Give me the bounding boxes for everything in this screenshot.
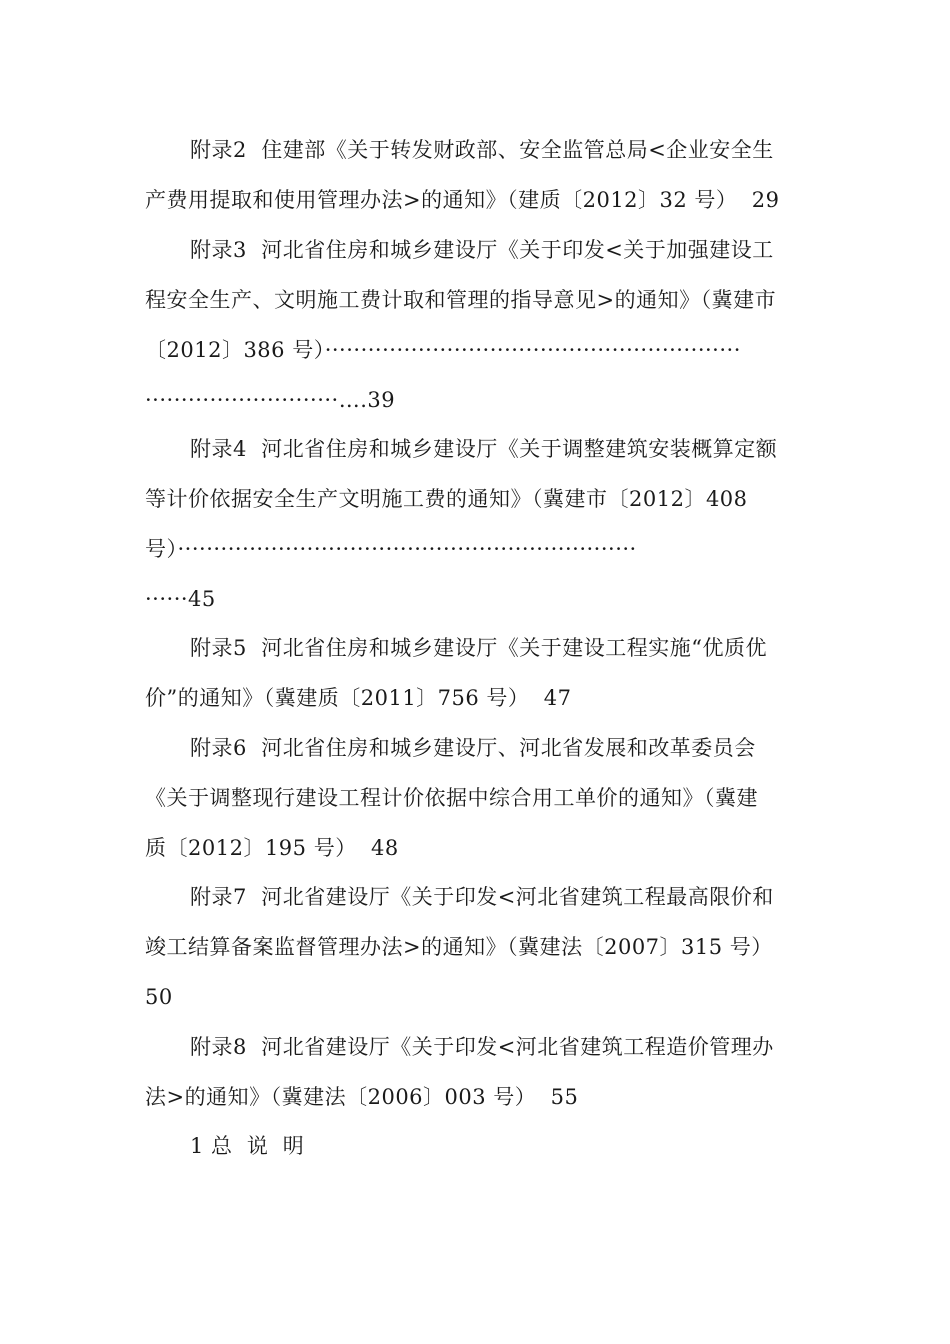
appendix-6-line-1: 附录6 河北省住房和城乡建设厅、河北省发展和改革委员会 bbox=[190, 736, 756, 760]
appendix-4-line-2: 等计价依据安全生产文明施工费的通知》（冀建市〔2012〕408 bbox=[145, 487, 748, 511]
appendix-3-line-3: 〔2012〕386 号）·························································· bbox=[145, 338, 741, 362]
appendix-7-line-2: 竣工结算备案监督管理办法>的通知》（冀建法〔2007〕315 号） bbox=[145, 935, 773, 959]
appendix-3-line-2: 程安全生产、文明施工费计取和管理的指导意见>的通知》（冀建市 bbox=[145, 288, 777, 312]
appendix-3-line-4: ···························….39 bbox=[145, 388, 396, 412]
section-heading: 1 总 说 明 bbox=[190, 1134, 305, 1158]
appendix-4-line-3: 号）································································ bbox=[145, 537, 637, 561]
appendix-7-line-3: 50 bbox=[145, 985, 173, 1009]
appendix-2-line-1: 附录2 住建部《关于转发财政部、安全监管总局<企业安全生 bbox=[190, 138, 774, 162]
appendix-2-line-2: 产费用提取和使用管理办法>的通知》（建质〔2012〕32 号） 29 bbox=[145, 188, 780, 212]
appendix-6-line-3: 质〔2012〕195 号） 48 bbox=[145, 836, 399, 860]
appendix-5-line-2: 价”的通知》（冀建质〔2011〕756 号） 47 bbox=[145, 686, 572, 710]
appendix-4-line-1: 附录4 河北省住房和城乡建设厅《关于调整建筑安装概算定额 bbox=[190, 437, 778, 461]
appendix-7-line-1: 附录7 河北省建设厅《关于印发<河北省建筑工程最高限价和 bbox=[190, 885, 774, 909]
appendix-4-line-4: ······45 bbox=[145, 587, 216, 611]
appendix-3-line-1: 附录3 河北省住房和城乡建设厅《关于印发<关于加强建设工 bbox=[190, 238, 774, 262]
appendix-6-line-2: 《关于调整现行建设工程计价依据中综合用工单价的通知》（冀建 bbox=[145, 786, 758, 810]
appendix-8-line-1: 附录8 河北省建设厅《关于印发<河北省建筑工程造价管理办 bbox=[190, 1035, 774, 1059]
appendix-8-line-2: 法>的通知》（冀建法〔2006〕003 号） 55 bbox=[145, 1085, 579, 1109]
appendix-5-line-1: 附录5 河北省住房和城乡建设厅《关于建设工程实施“优质优 bbox=[190, 636, 767, 660]
